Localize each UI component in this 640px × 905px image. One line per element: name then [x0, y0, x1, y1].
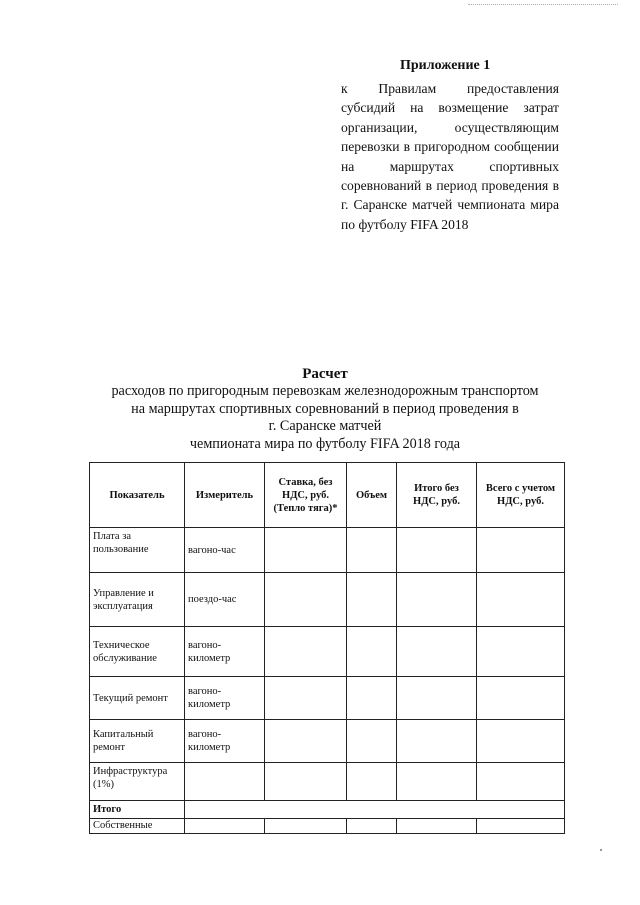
table-cell	[477, 763, 565, 801]
table-cell	[397, 573, 477, 627]
table-cell	[265, 763, 347, 801]
scan-speck	[600, 849, 602, 851]
row-unit: вагоно-километр	[185, 720, 265, 763]
header-unit: Измеритель	[185, 463, 265, 528]
row-unit	[185, 763, 265, 801]
header-rate: Ставка, без НДС, руб. (Тепло тяга)*	[265, 463, 347, 528]
scan-artifact	[468, 4, 618, 11]
table-row	[90, 627, 565, 677]
total-cell	[185, 801, 565, 819]
subtitle-line: г. Саранске матчей	[268, 418, 382, 434]
row-indicator: Техническое обслуживание	[90, 627, 185, 677]
row-indicator: Инфраструктура (1%)	[90, 763, 185, 801]
table-cell	[397, 819, 477, 834]
table-cell	[477, 819, 565, 834]
table-cell	[347, 819, 397, 834]
total-label: Итого	[90, 801, 185, 819]
header-volume: Объем	[347, 463, 397, 528]
table-cell	[265, 528, 347, 573]
subtitle-line: чемпионата мира по футболу FIFA 2018 года	[189, 435, 461, 452]
table-cell	[477, 677, 565, 720]
table-cell	[265, 627, 347, 677]
table-cell	[185, 819, 265, 834]
table-cell	[477, 528, 565, 573]
row-indicator: Управление и эксплуатация	[90, 573, 185, 627]
row-indicator: Плата за пользование	[90, 528, 185, 573]
row-indicator: Собственные	[90, 819, 185, 834]
table-row	[90, 720, 565, 763]
table-cell	[397, 763, 477, 801]
table-row	[90, 677, 565, 720]
table-row	[90, 819, 565, 834]
table-cell	[347, 528, 397, 573]
calculation-subtitle	[85, 383, 565, 453]
row-unit: вагоно-километр	[185, 677, 265, 720]
table-cell	[347, 677, 397, 720]
table-cell	[347, 720, 397, 763]
table-row	[90, 763, 565, 801]
table-cell	[477, 573, 565, 627]
row-indicator: Текущий ремонт	[90, 677, 185, 720]
row-indicator: Капитальный ремонт	[90, 720, 185, 763]
table-cell	[397, 720, 477, 763]
table-row	[90, 528, 565, 573]
table-cell	[265, 677, 347, 720]
table-cell	[397, 528, 477, 573]
table-total-row	[90, 801, 565, 819]
table-cell	[477, 720, 565, 763]
header-total-with-vat: Всего с учетом НДС, руб.	[477, 463, 565, 528]
row-unit: вагоно-час	[185, 528, 265, 573]
subtitle-line: расходов по пригородным перевозкам железнодорожным транспортом	[111, 383, 539, 399]
table-cell	[265, 720, 347, 763]
table-cell	[397, 677, 477, 720]
table-cell	[347, 573, 397, 627]
appendix-body: к Правилам предоставления субсидий на возмещение затрат организации, осуществляющим перевозки в пригородном сообщении на маршрутах спортивных соревнований в период проведения в г. Саранске матчей чемпионата мира по футболу FIFA 2018	[341, 81, 559, 232]
table-cell	[265, 819, 347, 834]
table-cell	[265, 573, 347, 627]
table-cell	[347, 627, 397, 677]
subtitle-line: на маршрутах спортивных соревнований в период проведения в	[131, 400, 519, 417]
calculation-table	[89, 462, 565, 834]
table-cell	[477, 627, 565, 677]
header-indicator: Показатель	[90, 463, 185, 528]
header-total-no-vat: Итого без НДС, руб.	[397, 463, 477, 528]
row-unit: поездо-час	[185, 573, 265, 627]
table-cell	[397, 627, 477, 677]
table-header-row	[90, 463, 565, 528]
row-unit: вагоно-километр	[185, 627, 265, 677]
table-row	[90, 573, 565, 627]
table-cell	[347, 763, 397, 801]
calculation-title: Расчет	[302, 366, 348, 382]
appendix-title: Приложение 1	[400, 58, 491, 73]
